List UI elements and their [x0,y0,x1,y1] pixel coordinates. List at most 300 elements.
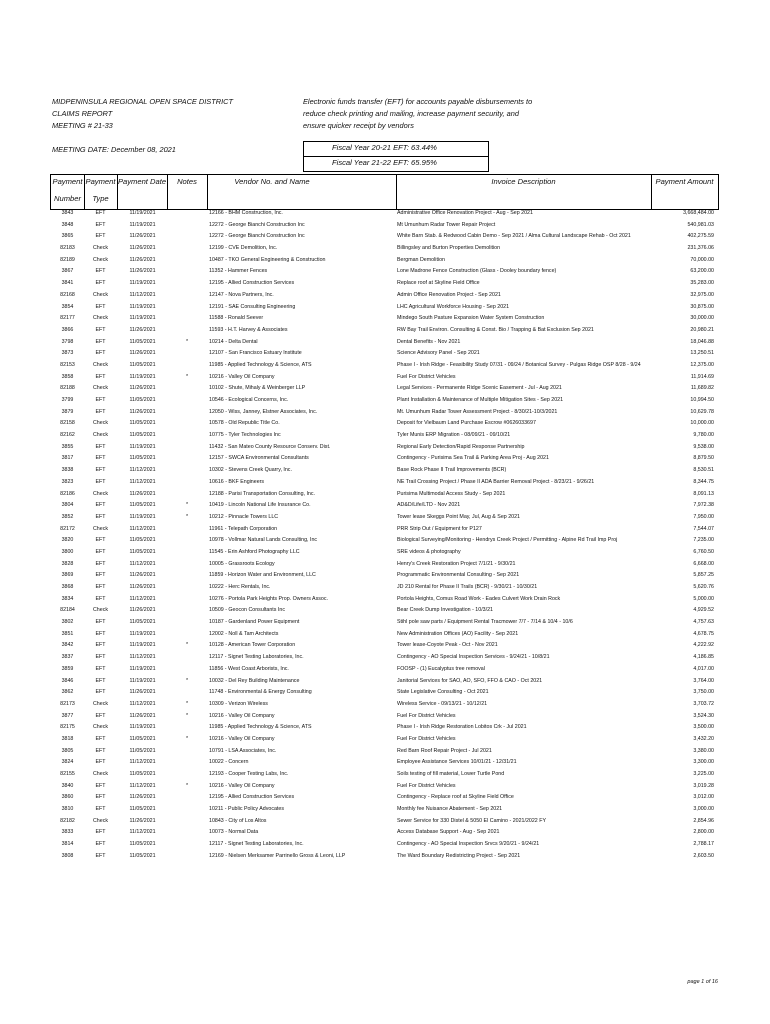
payment-type: EFT [95,619,106,626]
payment-date: 11/26/2021 [129,233,156,240]
payment-number: 82175 [60,724,75,731]
fiscal-year-21-22: Fiscal Year 21-22 EFT: 65.95% [332,158,437,167]
header-vendor: Vendor No. and Name [234,177,310,186]
payment-number: 82184 [60,607,75,614]
invoice-description: Portola Heights, Comus Road Work - Eades Culvert Work Drain Rock [397,595,561,602]
notes: * [185,513,189,520]
payment-type: EFT [95,233,106,240]
payment-amount: 3,012.00 [693,794,714,801]
payment-date: 11/12/2021 [129,595,156,602]
invoice-description: Monthly fee Nuisance Abatement - Sep 2021 [397,806,503,813]
payment-date: 11/26/2021 [129,408,156,415]
invoice-description: Fuel For District Vehicles [397,712,456,719]
payment-type: EFT [95,455,106,462]
payment-amount: 3,019.28 [693,782,714,789]
invoice-description: RW Bay Trail Environ. Consulting & Const. Bio / Trapping & Bat Exclusion Sep 2021 [397,326,594,333]
vendor: 11961 - Telepath Corporation [209,525,278,532]
payment-amount: 2,788.17 [693,841,714,848]
payment-amount: 2,603.50 [693,852,714,859]
payment-type: EFT [95,373,106,380]
table-row [0,360,770,372]
vendor: 10419 - Lincoln National Life Insurance Co. [209,502,311,509]
notes: * [185,677,189,684]
payment-number: 82162 [60,432,75,439]
table-row [0,711,770,723]
payment-amount: 5,620.76 [693,584,714,590]
payment-date: 11/19/2021 [129,303,156,310]
meeting-number: MEETING # 21-33 [52,121,113,130]
payment-amount: 5,857.25 [693,572,714,579]
vendor: 12117 - Signet Testing Laboratories, Inc. [209,841,304,848]
payment-number: 3838 [61,467,74,474]
payment-type: EFT [95,303,106,310]
claims-table-body [0,208,770,863]
vendor: 10216 - Valley Oil Company [209,782,275,789]
invoice-description: Fuel For District Vehicles [397,782,456,789]
table-row [0,851,770,863]
table-row [0,477,770,489]
payment-number: 3814 [61,841,74,848]
vendor: 10276 - Portola Park Heights Prop. Owners Assoc. [209,595,328,602]
header-payment-date: Payment Date [117,177,167,186]
invoice-description: Programmatic Environmental Consulting - Sep 2021 [397,572,520,579]
vendor: 11432 - San Mateo County Resource Conserv. Dist. [209,443,331,450]
invoice-description: Admin Office Renovation Project - Sep 2021 [397,291,501,298]
payment-amount: 8,091.13 [693,490,714,497]
payment-amount: 63,200.00 [690,268,714,275]
vendor: 11748 - Environmental & Energy Consulting [209,689,312,696]
payment-amount: 7,544.07 [693,525,714,532]
payment-number: 3817 [61,455,74,462]
payment-amount: 4,678.75 [693,630,714,637]
payment-amount: 6,760.50 [693,548,714,555]
payment-type: EFT [95,502,106,509]
vendor: 10214 - Delta Dental [209,338,258,345]
payment-amount: 4,186.85 [693,654,714,661]
payment-number: 3855 [61,443,74,450]
payment-amount: 7,972.38 [693,502,714,509]
payment-number: 3851 [61,630,74,637]
invoice-description: Employee Assistance Services 10/01/21 - 12/31/21 [397,759,517,766]
payment-amount: 11,914.69 [690,373,714,380]
invoice-description: Contingency - AO Special Inspection Services - 9/24/21 - 10/8/21 [397,654,550,661]
payment-amount: 3,764.00 [693,677,714,684]
payment-number: 3865 [61,233,74,240]
table-row [0,617,770,629]
table-row [0,734,770,746]
payment-date: 11/19/2021 [129,665,156,672]
invoice-description: Replace roof at Skyline Field Office [397,280,480,287]
payment-amount: 10,994.50 [690,397,714,403]
vendor: 12195 - Allied Construction Services [209,280,295,287]
vendor: 12191 - SAE Consulting Engineering [209,303,296,310]
vendor: 12147 - Nova Partners, Inc. [209,291,274,298]
invoice-description: Wireless Service - 09/13/21 - 10/12/21 [397,700,488,707]
org-name: MIDPENINSULA REGIONAL OPEN SPACE DISTRICT [52,97,233,106]
payment-type: EFT [95,280,106,287]
fiscal-year-box [303,141,489,172]
payment-date: 11/05/2021 [129,338,156,345]
payment-number: 3879 [61,408,74,415]
invoice-description: Tyler Munis ERP Migration - 08/09/21 - 09/10/21 [397,432,511,439]
invoice-description: Red Barn Roof Repair Project - Jul 2021 [397,747,492,754]
payment-date: 11/05/2021 [129,841,156,848]
payment-amount: 7,950.00 [693,513,714,520]
table-row [0,746,770,758]
invoice-description: State Legislative Consulting - Oct 2021 [397,689,489,696]
vendor: 10843 - City of Los Altos [209,817,267,824]
payment-date: 11/19/2021 [129,724,156,731]
invoice-description: Billingsley and Burton Properties Demolition [397,245,501,252]
payment-date: 11/26/2021 [129,385,156,392]
payment-number: 3841 [61,280,74,287]
payment-type: EFT [95,560,106,567]
payment-date: 11/05/2021 [129,735,156,742]
payment-date: 11/19/2021 [129,210,156,216]
payment-type: EFT [95,782,106,789]
payment-type: EFT [95,829,106,836]
payment-date: 11/12/2021 [129,782,156,789]
payment-date: 11/05/2021 [129,432,156,439]
payment-amount: 30,000.00 [690,315,714,322]
vendor: 11856 - West Coast Arborists, Inc. [209,665,289,672]
payment-number: 82189 [60,256,75,263]
payment-amount: 32,975.00 [690,291,714,298]
vendor: 12050 - Wiss, Janney, Elstner Associates, Inc. [209,408,318,415]
payment-number: 3808 [61,852,74,859]
payment-date: 11/26/2021 [129,817,156,824]
payment-date: 11/05/2021 [129,537,156,544]
payment-date: 11/05/2021 [129,548,156,555]
table-row [0,769,770,781]
table-row [0,489,770,501]
payment-number: 82172 [60,525,75,532]
invoice-description: Contingency - Purisima Sea Trail & Parking Area Proj - Aug 2021 [397,455,549,462]
table-row [0,302,770,314]
payment-type: EFT [95,630,106,637]
vendor: 10216 - Valley Oil Company [209,712,275,719]
table-row [0,465,770,477]
payment-date: 11/05/2021 [129,806,156,813]
payment-type: EFT [95,642,106,649]
payment-number: 3860 [61,794,74,801]
payment-amount: 3,668,484.00 [683,210,714,216]
payment-type: EFT [95,326,106,333]
payment-type: EFT [95,584,106,590]
notes: * [185,735,189,742]
payment-number: 3862 [61,689,74,696]
payment-date: 11/26/2021 [129,794,156,801]
payment-date: 11/26/2021 [129,326,156,333]
payment-type: Check [92,291,108,298]
payment-number: 3859 [61,665,74,672]
payment-amount: 13,250.51 [690,350,714,357]
payment-date: 11/12/2021 [129,654,156,661]
payment-type: Check [92,490,108,497]
invoice-description: Plant Installation & Maintenance of Multiple Mitigation Sites - Sep 2021 [397,397,564,403]
invoice-description: Science Advisory Panel - Sep 2021 [397,350,480,357]
payment-date: 11/26/2021 [129,584,156,590]
payment-date: 11/19/2021 [129,373,156,380]
table-row [0,255,770,267]
payment-amount: 4,222.92 [693,642,714,649]
vendor: 10073 - Normal Data [209,829,259,836]
payment-date: 11/19/2021 [129,642,156,649]
payment-date: 11/26/2021 [129,350,156,357]
invoice-description: Regional Early Detection/Rapid Response Partnership [397,443,525,450]
payment-date: 11/12/2021 [129,560,156,567]
table-row [0,348,770,360]
table-row [0,687,770,699]
notes: * [185,642,189,649]
table-row [0,266,770,278]
invoice-description: New Administration Offices (AO) Facility - Sep 2021 [397,630,519,637]
table-row [0,407,770,419]
vendor: 10309 - Verizon Wireless [209,700,268,707]
table-row [0,664,770,676]
payment-date: 11/12/2021 [129,291,156,298]
table-row [0,512,770,524]
invoice-description: Deposit for Vielbaum Land Purchase Escrow #0626033697 [397,420,536,427]
invoice-description: Tower lease-Coyote Peak - Oct - Nov 2021 [397,642,498,649]
payment-number: 82186 [60,490,75,497]
payment-amount: 4,757.63 [693,619,714,626]
payment-date: 11/05/2021 [129,420,156,427]
payment-amount: 11,689.82 [690,385,714,392]
payment-number: 82183 [60,245,75,252]
table-row [0,699,770,711]
table-row [0,816,770,828]
payment-date: 11/05/2021 [129,455,156,462]
payment-date: 11/05/2021 [129,771,156,777]
payment-date: 11/12/2021 [129,829,156,836]
table-row [0,652,770,664]
header-amount: Payment Amount [655,177,714,186]
table-row [0,676,770,688]
table-header [50,174,719,210]
payment-amount: 8,879.50 [693,455,714,462]
payment-amount: 20,980.21 [690,326,714,333]
meeting-date: MEETING DATE: December 08, 2021 [52,145,176,154]
vendor: 11859 - Horizon Water and Environment, LLC [209,572,316,579]
payment-amount: 540,981.03 [687,221,714,228]
payment-number: 3804 [61,502,74,509]
table-row [0,524,770,536]
payment-amount: 3,300.00 [693,759,714,766]
vendor: 10222 - Herc Rentals, Inc. [209,584,271,590]
eft-note [303,96,532,132]
invoice-description: Janitorial Services for SAO, AO, SFO, FFO & CAO - Oct 2021 [397,677,543,684]
vendor: 12117 - Signet Testing Laboratories, Inc. [209,654,304,661]
payment-number: 3852 [61,513,74,520]
vendor: 10302 - Stevens Creek Quarry, Inc. [209,467,292,474]
vendor: 10616 - BKF Engineers [209,478,265,485]
table-row [0,722,770,734]
notes: * [185,700,189,707]
invoice-description: FOOSP - (1) Eucalyptus tree removal [397,665,485,672]
report-title: CLAIMS REPORT [52,109,113,118]
payment-date: 11/26/2021 [129,712,156,719]
table-row [0,278,770,290]
payment-amount: 10,629.78 [690,408,714,415]
payment-number: 3802 [61,619,74,626]
table-row [0,220,770,232]
payment-number: 3834 [61,595,74,602]
invoice-description: Base Rock Phase II Trail Improvements (BCR) [397,467,507,474]
payment-type: Check [92,525,108,532]
payment-type: EFT [95,747,106,754]
payment-date: 11/26/2021 [129,689,156,696]
payment-type: EFT [95,841,106,848]
payment-amount: 231,376.06 [687,245,714,252]
header-invoice: Invoice Description [491,177,556,186]
header-notes: Notes [177,177,197,186]
payment-number: 82158 [60,420,75,427]
payment-type: Check [92,245,108,252]
payment-type: EFT [95,268,106,275]
payment-type: EFT [95,735,106,742]
payment-number: 82188 [60,385,75,392]
payment-number: 3877 [61,712,74,719]
payment-date: 11/26/2021 [129,572,156,579]
vendor: 10102 - Shute, Mihaly & Weinberger LLP [209,385,306,392]
table-row [0,453,770,465]
payment-type: EFT [95,852,106,859]
payment-type: EFT [95,595,106,602]
table-row [0,629,770,641]
payment-number: 3837 [61,654,74,661]
fiscal-year-20-21: Fiscal Year 20-21 EFT: 63.44% [332,143,437,152]
payment-type: Check [92,817,108,824]
payment-type: Check [92,771,108,777]
table-row [0,442,770,454]
payment-number: 3867 [61,268,74,275]
vendor: 12107 - San Francisco Estuary Institute [209,350,302,357]
payment-type: Check [92,385,108,392]
table-row [0,827,770,839]
table-row [0,757,770,769]
invoice-description: Legal Services - Permanente Ridge Scenic Easement - Jul - Aug 2021 [397,385,562,392]
vendor: 10978 - Vollmar Natural Lands Consulting, Inc [209,537,318,544]
invoice-description: Biological Surveying/Monitoring - Hendrys Creek Project / Permitting - Alpine Rd Trail Imp Proj [397,537,618,544]
payment-amount: 30,875.00 [690,303,714,310]
payment-type: Check [92,432,108,439]
eft-note-line-2: reduce check printing and mailing, increase payment security, and [303,109,519,118]
table-row [0,231,770,243]
vendor: 10487 - TKO General Engineering & Construction [209,256,326,263]
vendor: 12157 - SWCA Environmental Consultants [209,455,309,462]
table-row [0,290,770,302]
vendor: 12193 - Cooper Testing Labs, Inc. [209,771,289,777]
vendor: 10216 - Valley Oil Company [209,735,275,742]
invoice-description: Contingency - Replace roof at Skyline Field Office [397,794,514,801]
payment-number: 3805 [61,747,74,754]
eft-note-line-3: ensure quicker receipt by vendors [303,121,414,130]
table-row [0,839,770,851]
table-row [0,418,770,430]
invoice-description: Stihl pole saw parts / Equipment Rental Tracmower 7/7 - 7/14 & 10/4 - 10/6 [397,619,573,626]
payment-number: 3868 [61,584,74,590]
notes: * [185,338,189,345]
payment-date: 11/05/2021 [129,747,156,754]
vendor: 10187 - Gardenland Power Equipment [209,619,300,626]
notes: * [185,782,189,789]
page-number: page 1 of 16 [687,979,718,985]
table-row [0,325,770,337]
payment-type: EFT [95,221,106,228]
table-row [0,559,770,571]
vendor: 10216 - Valley Oil Company [209,373,275,380]
payment-amount: 3,524.30 [693,712,714,719]
payment-type: EFT [95,759,106,766]
payment-date: 11/19/2021 [129,221,156,228]
payment-amount: 7,235.00 [693,537,714,544]
payment-number: 3800 [61,548,74,555]
payment-type: EFT [95,794,106,801]
payment-type: Check [92,420,108,427]
payment-amount: 70,000.00 [690,256,714,263]
vendor: 10775 - Tyler Technologies Inc [209,432,281,439]
header-payment-number: Payment Number [52,177,83,203]
payment-amount: 3,500.00 [693,724,714,731]
invoice-description: Sewer Service for 330 Distel & 5050 El Camino - 2021/2022 FY [397,817,546,824]
vendor: 10212 - Pinnacle Towers LLC [209,513,279,520]
invoice-description: Mindego South Pasture Expansion Water System Construction [397,315,545,322]
vendor: 10128 - American Tower Corporation [209,642,296,649]
invoice-description: AD&D/Life/LTD - Nov 2021 [397,502,461,509]
invoice-description: Bergman Demolition [397,256,445,263]
table-row [0,605,770,617]
payment-number: 82153 [60,361,75,368]
payment-type: EFT [95,806,106,813]
table-row [0,383,770,395]
invoice-description: Contingency - AO Special Inspection Srvcs 9/20/21 - 9/24/21 [397,841,540,848]
invoice-description: Tower lease Skeggs Point May, Jul, Aug & Sep 2021 [397,513,520,520]
table-row [0,395,770,407]
vendor: 12188 - Parisi Transportation Consulting, Inc. [209,490,315,497]
payment-number: 3854 [61,303,74,310]
table-row [0,804,770,816]
payment-type: Check [92,724,108,731]
payment-number: 3833 [61,829,74,836]
vendor: 11985 - Applied Technology & Science, ATS [209,724,312,731]
payment-type: EFT [95,478,106,485]
invoice-description: Henry's Creek Restoration Project 7/1/21 - 9/30/21 [397,560,516,567]
vendor: 10791 - LSA Associates, Inc. [209,747,277,754]
payment-date: 11/26/2021 [129,607,156,614]
vendor: 12272 - George Bianchi Construction Inc [209,221,305,228]
invoice-description: Fuel For District Vehicles [397,373,456,380]
payment-date: 11/19/2021 [129,315,156,322]
table-row [0,313,770,325]
payment-number: 3798 [61,338,74,345]
payment-amount: 10,000.00 [690,420,714,427]
vendor: 10509 - Geocon Consultants Inc [209,607,285,614]
payment-type: EFT [95,654,106,661]
invoice-description: White Barn Stab. & Redwood Cabin Demo - Sep 2021 / Alma Cultural Landscape Rehab - Oct 2021 [397,233,631,240]
report-header [52,96,233,156]
payment-date: 11/12/2021 [129,700,156,707]
payment-type: EFT [95,572,106,579]
table-row [0,640,770,652]
notes: * [185,712,189,719]
vendor: 10578 - Old Republic Title Co. [209,420,280,427]
invoice-description: Purisima Multimodal Access Study - Sep 2021 [397,490,506,497]
payment-amount: 4,929.52 [693,607,714,614]
payment-number: 3828 [61,560,74,567]
table-row [0,594,770,606]
notes: * [185,502,189,509]
